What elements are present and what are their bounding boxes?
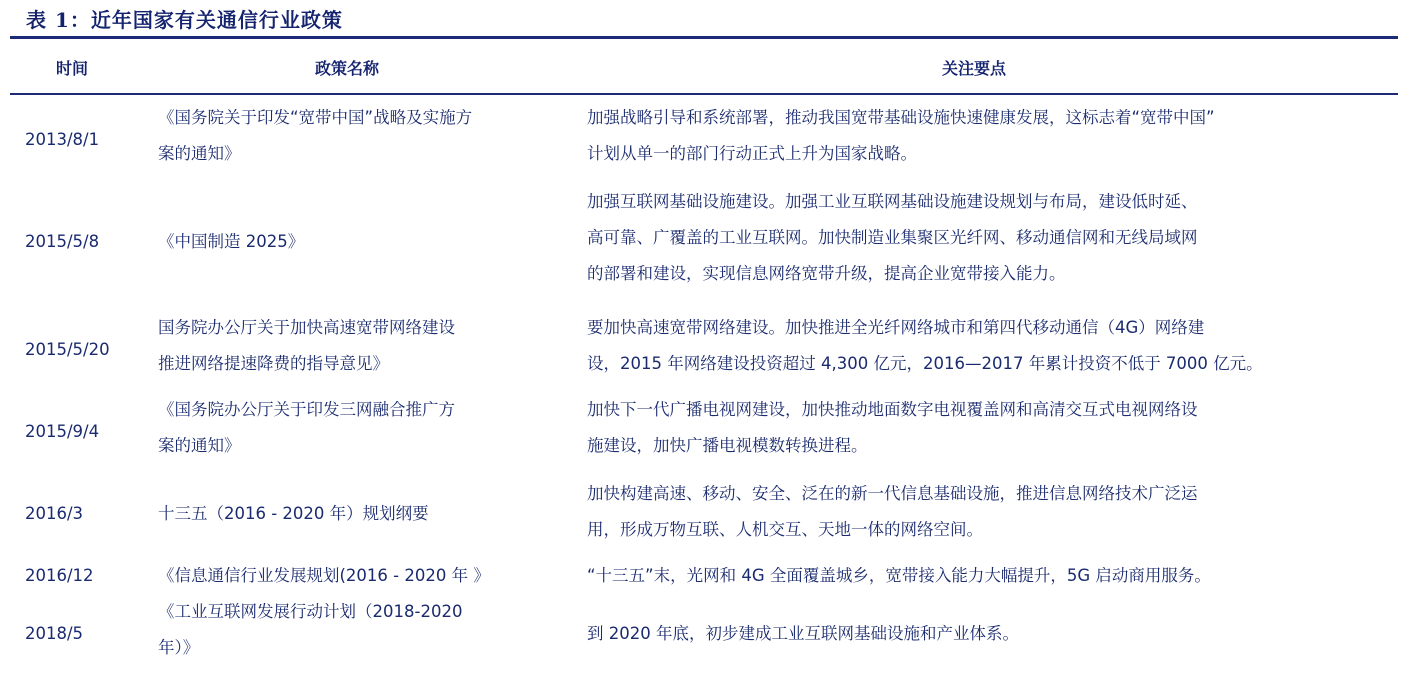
- row-time: 2016/3: [25, 504, 84, 523]
- header-key-points: 关注要点: [942, 59, 1007, 78]
- policy-name-line: 《国务院关于印发“宽带中国”战略及实施方: [158, 108, 473, 127]
- row-policy-name: [158, 392, 568, 464]
- policy-name-line: 年）》: [158, 638, 200, 657]
- policy-name-line: 推进网络提速降费的指导意见》: [158, 354, 389, 373]
- policy-name-line: 《工业互联网发展行动计划（2018-2020: [158, 602, 463, 621]
- row-key-points: [587, 476, 1395, 548]
- row-time: 2015/5/8: [25, 232, 100, 251]
- key-points-line: 施建设，加快广播电视模数转换进程。: [587, 436, 868, 455]
- policy-name-line: 《信息通信行业发展规划(2016 - 2020 年 》: [158, 566, 490, 585]
- key-points-line: 到 2020 年底，初步建成工业互联网基础设施和产业体系。: [587, 624, 1019, 643]
- key-points-line: 加快构建高速、移动、安全、泛在的新一代信息基础设施，推进信息网络技术广泛运: [587, 484, 1198, 503]
- row-key-points: [587, 616, 1395, 652]
- row-policy-name: [158, 100, 568, 172]
- policy-name-line: 国务院办公厅关于加快高速宽带网络建设: [158, 318, 455, 337]
- row-key-points: [587, 392, 1395, 464]
- policy-name-line: 案的通知》: [158, 144, 241, 163]
- row-time: 2013/8/1: [25, 130, 100, 149]
- key-points-line: 加强互联网基础设施建设。加强工业互联网基础设施建设规划与布局，建设低时延、: [587, 192, 1198, 211]
- row-time: 2016/12: [25, 566, 94, 585]
- key-points-line: 计划从单一的部门行动正式上升为国家战略。: [587, 144, 917, 163]
- row-time: 2018/5: [25, 624, 84, 643]
- row-policy-name: [158, 496, 568, 532]
- key-points-line: 要加快高速宽带网络建设。加快推进全光纤网络城市和第四代移动通信（4G）网络建: [587, 318, 1205, 337]
- key-points-line: 的部署和建设，实现信息网络宽带升级，提高企业宽带接入能力。: [587, 264, 1066, 283]
- key-points-line: 高可靠、广覆盖的工业互联网。加快制造业集聚区光纤网、移动通信网和无线局域网: [587, 228, 1198, 247]
- key-points-line: 用，形成万物互联、人机交互、天地一体的网络空间。: [587, 520, 983, 539]
- row-key-points: [587, 558, 1395, 594]
- policy-name-line: 案的通知》: [158, 436, 241, 455]
- row-policy-name: [158, 594, 568, 666]
- header-rule: [10, 93, 1398, 95]
- table-title: 表 1：近年国家有关通信行业政策: [26, 8, 343, 32]
- policy-name-line: 十三五（2016 - 2020 年）规划纲要: [158, 504, 429, 523]
- row-time: 2015/9/4: [25, 422, 100, 441]
- key-points-line: “十三五”末，光网和 4G 全面覆盖城乡，宽带接入能力大幅提升，5G 启动商用服务。: [587, 566, 1211, 585]
- key-points-line: 加强战略引导和系统部署，推动我国宽带基础设施快速健康发展，这标志着“宽带中国”: [587, 108, 1215, 127]
- table-header: [10, 39, 1398, 94]
- policy-name-line: 《国务院办公厅关于印发三网融合推广方: [158, 400, 455, 419]
- policy-name-line: 《中国制造 2025》: [158, 232, 305, 251]
- row-key-points: [587, 100, 1395, 172]
- key-points-line: 设，2015 年网络建设投资超过 4,300 亿元，2016—2017 年累计投资不低于 7000 亿元。: [587, 354, 1263, 373]
- row-key-points: [587, 310, 1395, 382]
- row-policy-name: [158, 310, 568, 382]
- key-points-line: 加快下一代广播电视网建设，加快推动地面数字电视覆盖网和高清交互式电视网络设: [587, 400, 1198, 419]
- row-key-points: [587, 184, 1395, 292]
- header-time: 时间: [56, 59, 89, 78]
- header-policy-name: 政策名称: [315, 59, 380, 78]
- row-time: 2015/5/20: [25, 340, 110, 359]
- row-policy-name: [158, 558, 568, 594]
- row-policy-name: [158, 224, 568, 260]
